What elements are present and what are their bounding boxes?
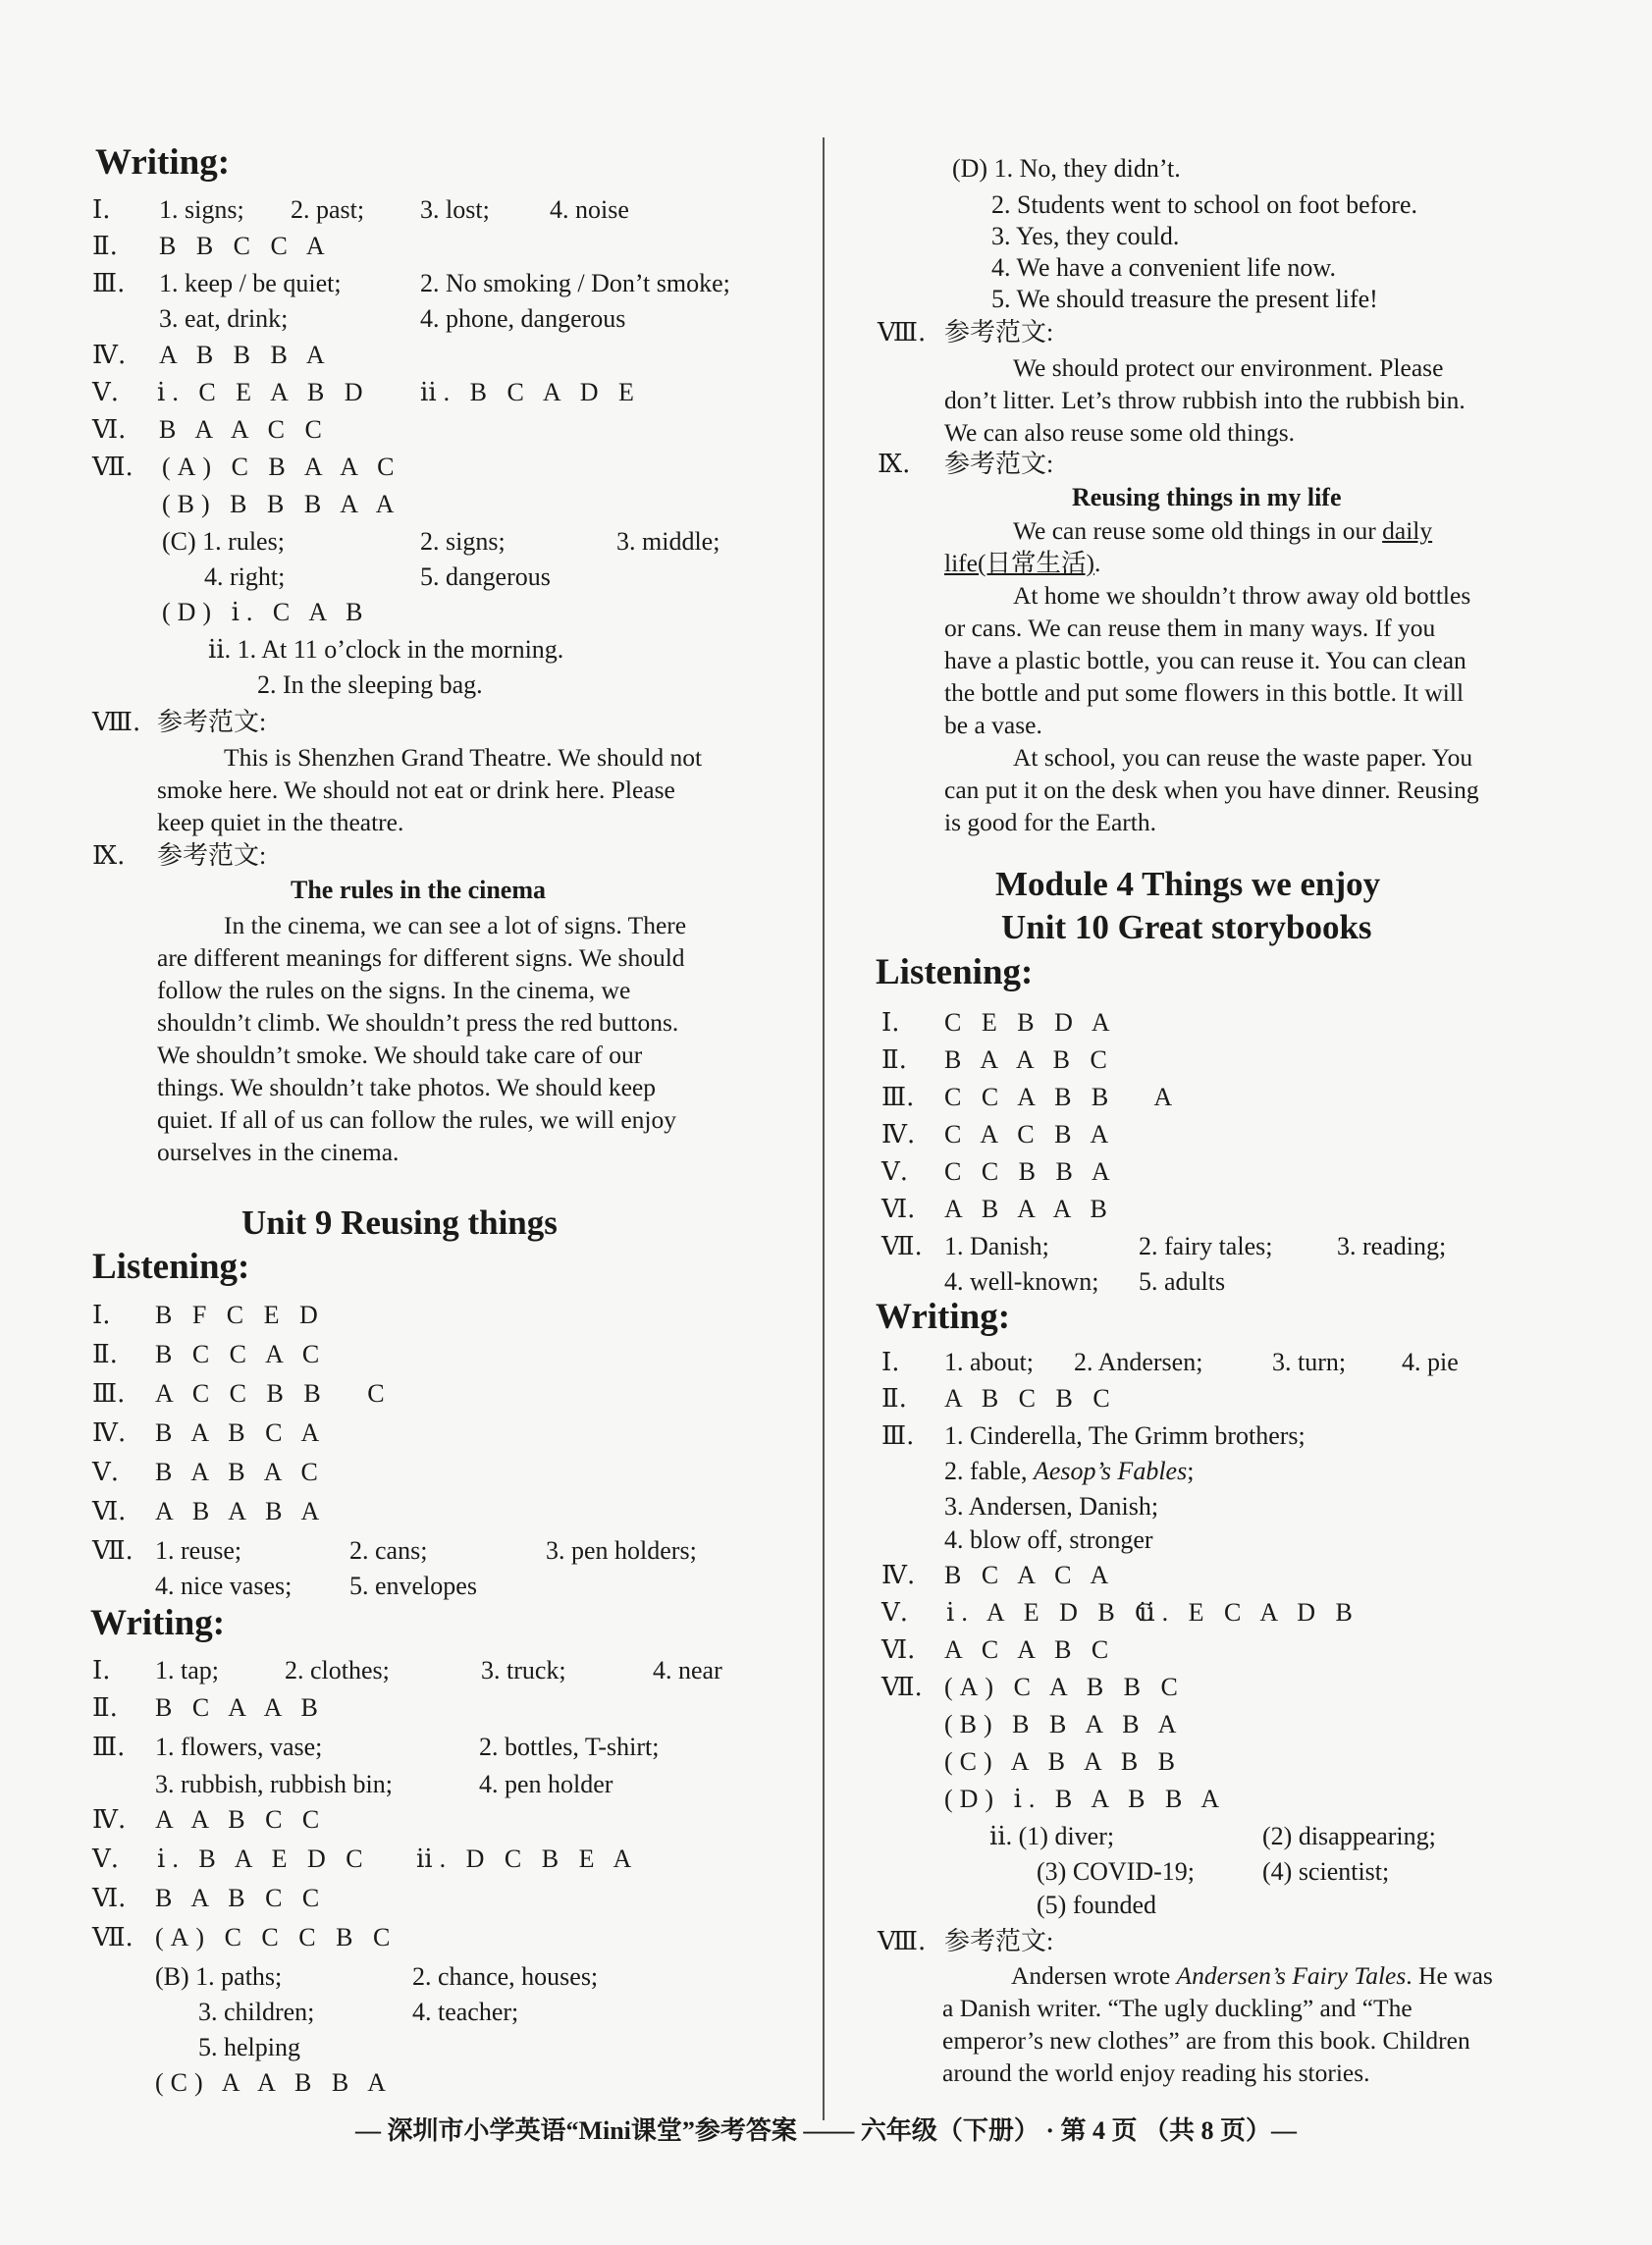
sample-essay: This is Shenzhen Grand Theatre. We should not smoke here. We should not eat or drink here. Please keep quiet in the theatre. [157,743,703,836]
unit-title: Unit 10 Great storybooks [1001,908,1372,946]
sample-essay: We should protect our environment. Please don’t litter. Let’s throw rubbish into the rubbish bin. We can also reuse some old things. [944,353,1465,447]
section-heading: Writing: [95,142,231,183]
unit-title: Unit 9 Reusing things [241,1203,558,1242]
section-heading: Listening: [876,952,1034,992]
module-title: Module 4 Things we enjoy [995,865,1381,903]
section-heading: Writing: [90,1603,226,1643]
sample-essay: We can reuse some old things in our daily life(日常生活). At home we shouldn’t throw away old bottles or cans. We can reuse them in many ways. If you have a plastic bottle, you can reuse it. You can clean the bottle and put some flowers in this bottle. It will be a vase. At school, you can reuse the waste paper. You can put it on the desk when you have dinner. Reusing is good for the Earth. [944,516,1479,836]
section-heading: Writing: [876,1297,1011,1337]
sample-essay: Andersen wrote Andersen’s Fairy Tales. He was a Danish writer. “The ugly duckling” and “The emperor’s new clothes” are from this book. Children around the world enjoy reading his stories. [942,1961,1493,2087]
essay-title: The rules in the cinema [291,876,546,904]
page-footer: — 深圳市小学英语“Mini课堂”参考答案 —— 六年级（下册） · 第 4 页 （共 8 页）— [354,2116,1298,2145]
column-divider [823,137,825,2120]
section-heading: Listening: [92,1247,250,1287]
essay-title: Reusing things in my life [1072,483,1342,511]
sample-essay: In the cinema, we can see a lot of signs. There are different meanings for different signs. We should follow the rules on the signs. In the cinema, we shouldn’t climb. We shouldn’t press the red buttons. We shouldn’t smoke. We should take care of our things. We shouldn’t take photos. We should keep quiet. If all of us can follow the rules, we will enjoy ourselves in the cinema. [157,911,687,1166]
